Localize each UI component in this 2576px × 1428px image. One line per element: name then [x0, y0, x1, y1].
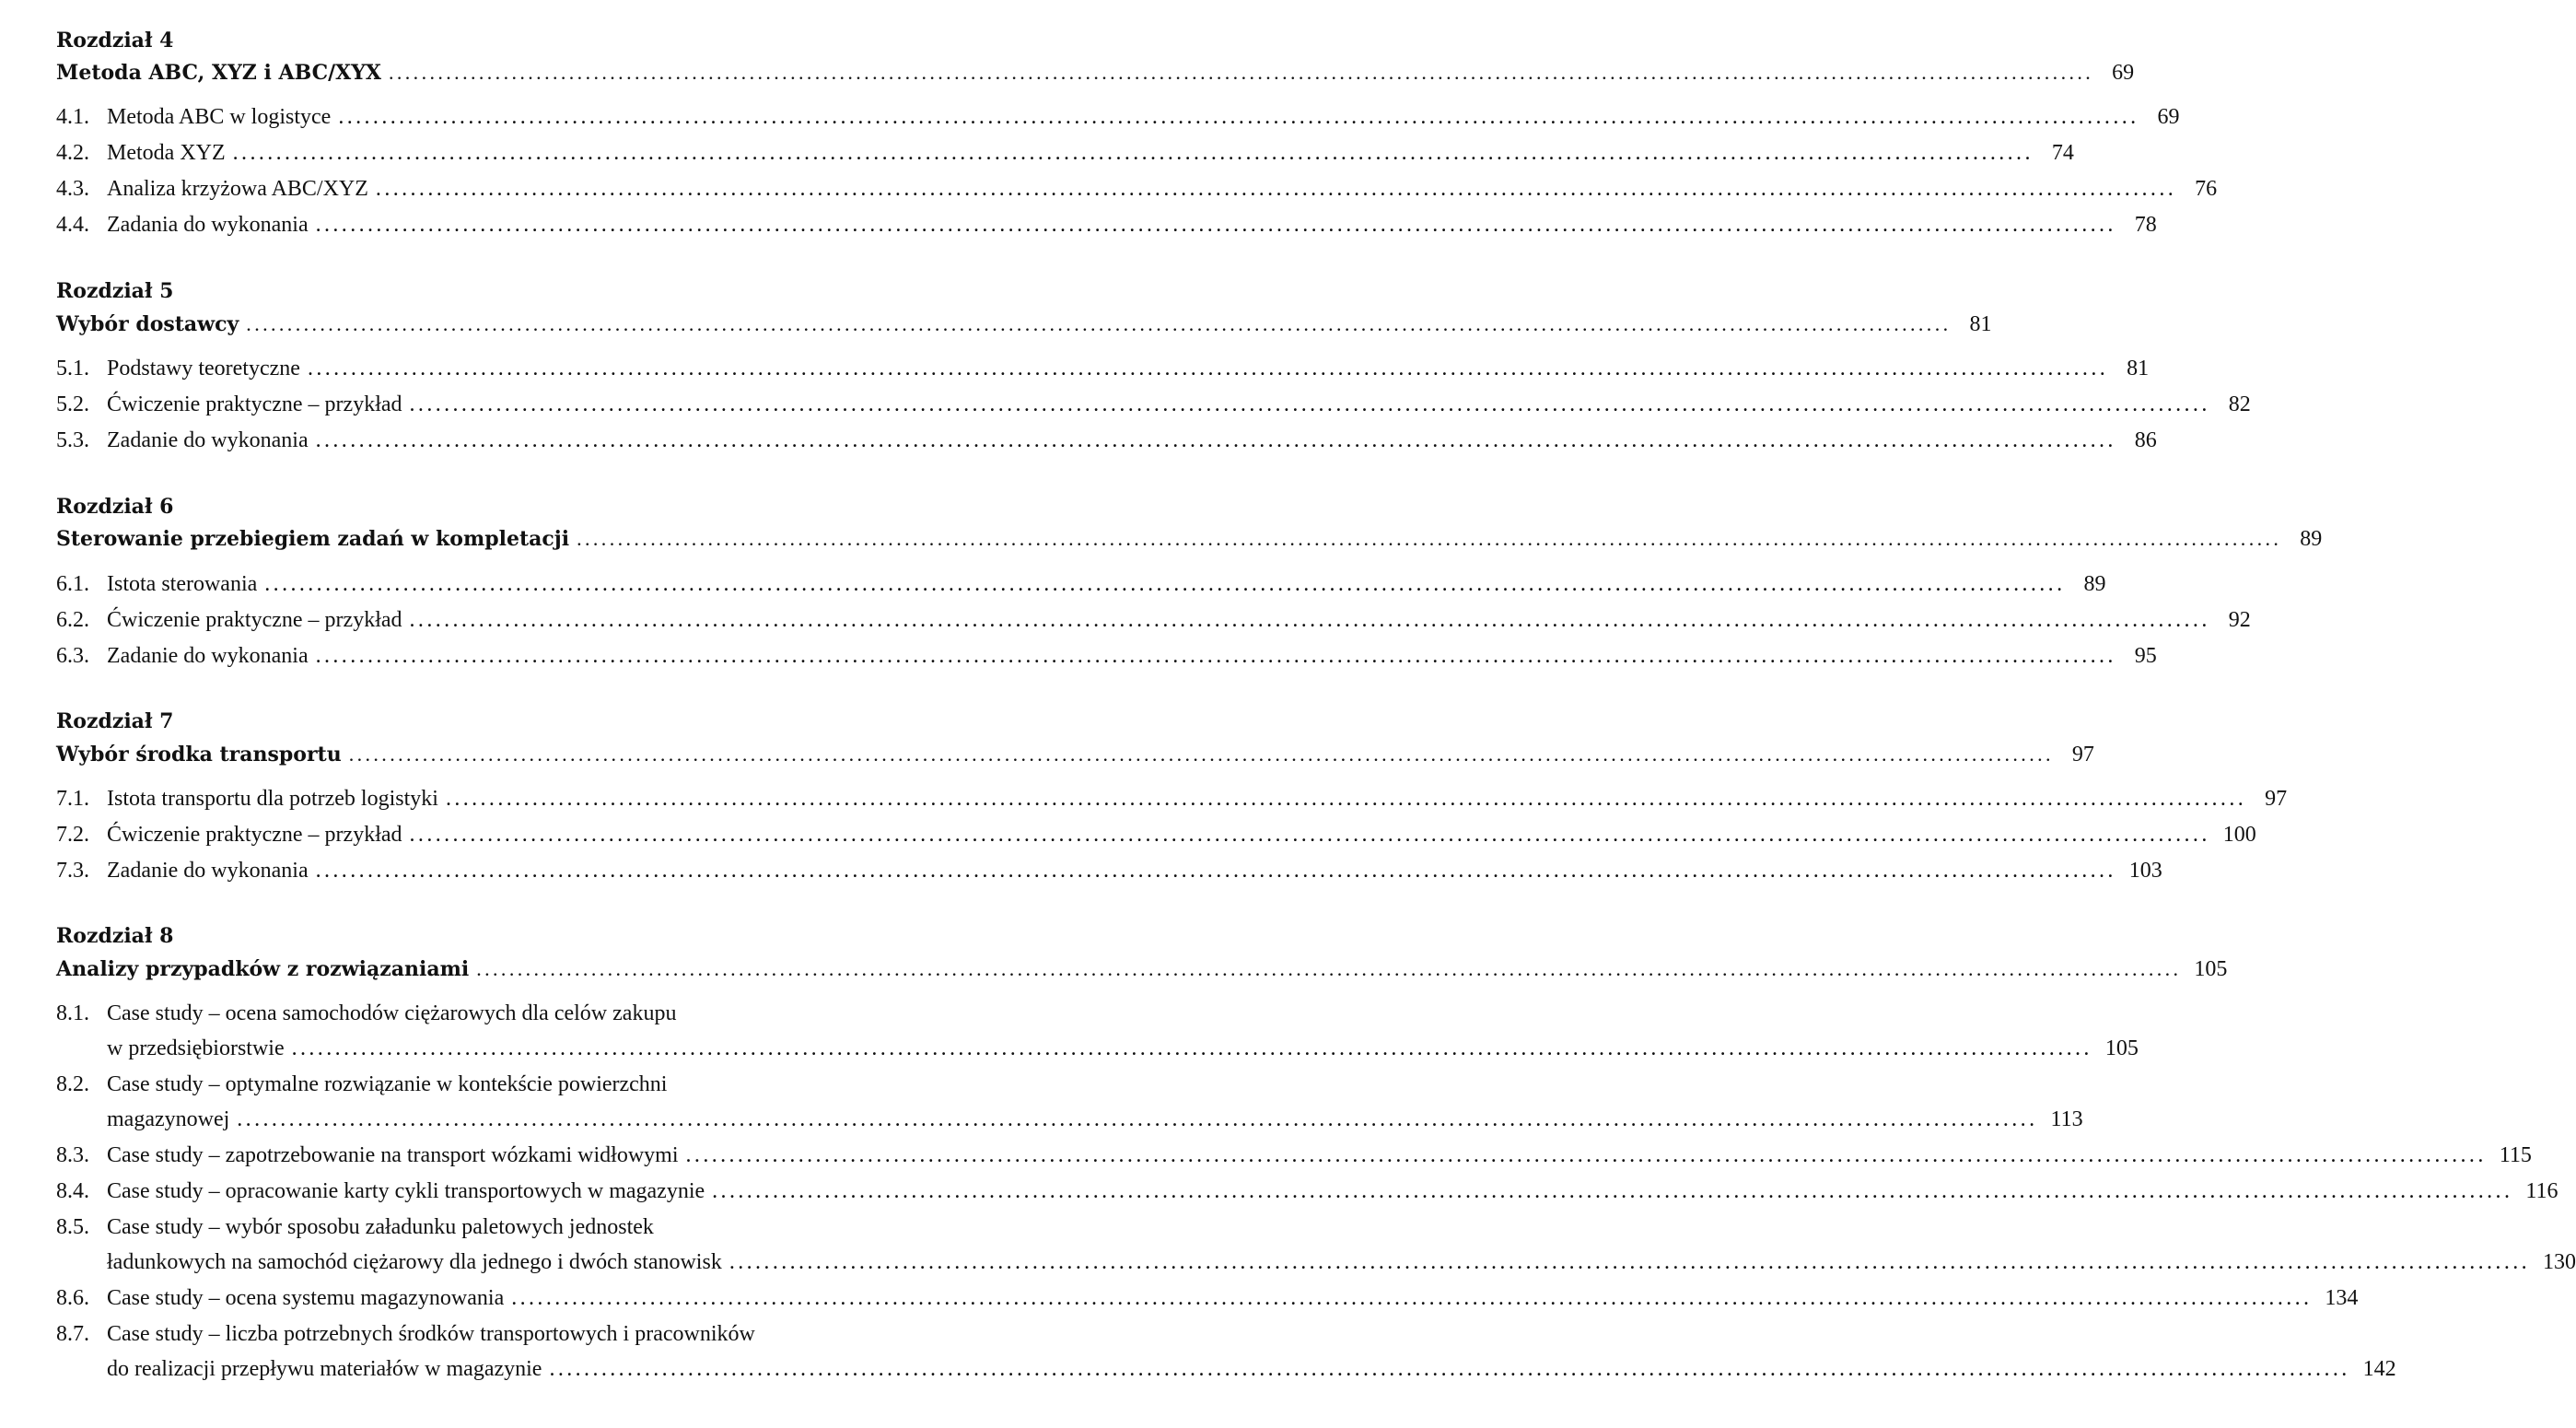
section-number: 7.3.	[56, 859, 89, 883]
page-number: 92	[2228, 608, 2251, 632]
section-number: 8.7.	[56, 1322, 89, 1346]
section-title: Podstawy teoretyczne	[107, 357, 300, 380]
dot-leader	[410, 391, 2210, 418]
section-title: Metoda ABC w logistyce	[107, 105, 332, 129]
page-number: 130	[2543, 1250, 2576, 1274]
page-number: 78	[2134, 213, 2157, 237]
chapter-heading	[56, 955, 2228, 983]
toc-entry	[56, 1177, 2559, 1205]
page-number: 89	[2300, 527, 2323, 551]
page-number: 113	[2050, 1107, 2083, 1131]
section-title: Zadanie do wykonania	[107, 859, 309, 883]
dot-leader	[712, 1177, 2512, 1205]
toc-entry	[56, 211, 2157, 239]
toc-entry	[56, 103, 2180, 131]
toc-entry	[56, 355, 2150, 382]
dot-leader	[511, 1284, 2312, 1312]
toc-entry-continuation	[107, 1035, 2139, 1062]
section-number: 8.1.	[56, 1001, 89, 1025]
dot-leader	[549, 1355, 2349, 1383]
page-number: 115	[2499, 1143, 2532, 1167]
chapter-title: Wybór dostawcy	[56, 312, 239, 336]
dot-leader	[410, 606, 2210, 634]
dot-leader	[316, 211, 2116, 239]
section-title: Ćwiczenie praktyczne – przykład	[107, 823, 402, 847]
page-number: 74	[2051, 141, 2074, 165]
chapter-label: Rozdział 4	[56, 29, 174, 53]
dot-leader	[316, 642, 2116, 670]
toc-entry-first-line	[56, 1000, 676, 1027]
section-title: Case study – optymalne rozwiązanie w kontekście powierzchni	[107, 1072, 668, 1096]
chapter-title: Sterowanie przebiegiem zadań w kompletacji	[56, 527, 570, 551]
section-title-continuation: ładunkowych na samochód ciężarowy dla jednego i dwóch stanowisk	[107, 1250, 722, 1274]
page-number: 134	[2325, 1286, 2359, 1310]
section-title: Zadania do wykonania	[107, 213, 309, 237]
section-title-continuation: w przedsiębiorstwie	[107, 1036, 285, 1060]
dot-leader	[316, 427, 2116, 454]
dot-leader	[410, 821, 2210, 849]
chapter-label: Rozdział 8	[56, 924, 174, 948]
dot-leader	[349, 741, 2054, 768]
page-number: 82	[2228, 392, 2251, 416]
page-number: 81	[2127, 357, 2150, 380]
page-number: 100	[2222, 823, 2256, 847]
toc-entry	[56, 785, 2288, 813]
section-title: Ćwiczenie praktyczne – przykład	[107, 608, 402, 632]
section-title: Metoda XYZ	[107, 141, 226, 165]
chapter-heading	[56, 59, 2135, 87]
toc-entry	[56, 427, 2157, 454]
page-number: 86	[2134, 428, 2157, 452]
section-title: Ćwiczenie praktyczne – przykład	[107, 392, 402, 416]
section-number: 6.3.	[56, 644, 89, 668]
chapter-title: Wybór środka transportu	[56, 743, 342, 767]
section-number: 8.2.	[56, 1072, 89, 1096]
section-title: Case study – opracowanie karty cykli transportowych w magazynie	[107, 1179, 705, 1203]
dot-leader	[233, 139, 2034, 167]
section-number: 4.1.	[56, 105, 89, 129]
page-number: 116	[2525, 1179, 2559, 1203]
chapter-heading	[56, 741, 2094, 768]
section-number: 8.3.	[56, 1143, 89, 1167]
toc-entry	[56, 1284, 2359, 1312]
section-title: Istota transportu dla potrzeb logistyki	[107, 787, 438, 811]
page-number: 97	[2071, 743, 2094, 767]
page-number: 105	[2104, 1036, 2139, 1060]
page-number: 103	[2128, 859, 2162, 883]
toc-entry	[56, 570, 2106, 598]
section-title: Case study – ocena systemu magazynowania	[107, 1286, 505, 1310]
page-number: 81	[1969, 312, 1992, 336]
section-title: Zadanie do wykonania	[107, 428, 309, 452]
dot-leader	[729, 1248, 2530, 1276]
section-title: Case study – zapotrzebowanie na transport wózkami widłowymi	[107, 1143, 679, 1167]
toc-entry	[56, 1141, 2532, 1169]
page-number: 69	[2157, 105, 2180, 129]
toc-entry-continuation	[107, 1106, 2083, 1133]
section-number: 5.2.	[56, 392, 89, 416]
toc-entry	[56, 642, 2157, 670]
page-number: 89	[2083, 572, 2106, 596]
page-number: 76	[2195, 177, 2218, 201]
section-number: 7.1.	[56, 787, 89, 811]
dot-leader	[316, 857, 2116, 884]
page-number: 95	[2134, 644, 2157, 668]
section-number: 5.1.	[56, 357, 89, 380]
chapter-title: Analizy przypadków z rozwiązaniami	[56, 957, 470, 981]
section-title-continuation: do realizacji przepływu materiałów w magazynie	[107, 1357, 542, 1381]
chapter-label: Rozdział 5	[56, 279, 174, 303]
toc-entry-first-line	[56, 1320, 755, 1348]
toc-entry	[56, 391, 2251, 418]
section-title: Analiza krzyżowa ABC/XYZ	[107, 177, 368, 201]
chapter-heading	[56, 525, 2323, 553]
section-number: 7.2.	[56, 823, 89, 847]
toc-entry-continuation	[107, 1248, 2576, 1276]
toc-entry	[56, 857, 2162, 884]
section-title-continuation: magazynowej	[107, 1107, 230, 1131]
toc-entry-first-line	[56, 1071, 667, 1098]
dot-leader	[446, 785, 2246, 813]
section-number: 8.4.	[56, 1179, 89, 1203]
dot-leader	[308, 355, 2108, 382]
chapter-label: Rozdział 7	[56, 709, 174, 733]
toc-entry	[56, 139, 2074, 167]
section-number: 6.1.	[56, 572, 89, 596]
section-number: 5.3.	[56, 428, 89, 452]
dot-leader	[389, 59, 2093, 87]
section-title: Case study – wybór sposobu załadunku paletowych jednostek	[107, 1215, 654, 1239]
dot-leader	[237, 1106, 2037, 1133]
section-number: 4.3.	[56, 177, 89, 201]
section-number: 6.2.	[56, 608, 89, 632]
dot-leader	[246, 310, 1951, 338]
section-number: 4.2.	[56, 141, 89, 165]
chapter-heading	[56, 310, 1992, 338]
chapter-title: Metoda ABC, XYZ i ABC/XYX	[56, 61, 381, 85]
section-number: 4.4.	[56, 213, 89, 237]
section-title: Istota sterowania	[107, 572, 258, 596]
dot-leader	[264, 570, 2065, 598]
toc-entry	[56, 821, 2256, 849]
dot-leader	[338, 103, 2139, 131]
page-number: 97	[2265, 787, 2288, 811]
section-title: Zadanie do wykonania	[107, 644, 309, 668]
dot-leader	[292, 1035, 2092, 1062]
toc-entry	[56, 606, 2251, 634]
dot-leader	[476, 955, 2181, 983]
page-number: 69	[2112, 61, 2135, 85]
section-number: 8.6.	[56, 1286, 89, 1310]
toc-entry-first-line	[56, 1213, 654, 1241]
section-number: 8.5.	[56, 1215, 89, 1239]
toc-entry	[56, 175, 2218, 203]
dot-leader	[686, 1141, 2487, 1169]
dot-leader	[376, 175, 2176, 203]
section-title: Case study – liczba potrzebnych środków transportowych i pracowników	[107, 1322, 755, 1346]
page-number: 142	[2362, 1357, 2396, 1381]
toc-entry-continuation	[107, 1355, 2396, 1383]
dot-leader	[577, 525, 2281, 553]
chapter-label: Rozdział 6	[56, 495, 174, 519]
page-number: 105	[2194, 957, 2228, 981]
section-title: Case study – ocena samochodów ciężarowych dla celów zakupu	[107, 1001, 677, 1025]
